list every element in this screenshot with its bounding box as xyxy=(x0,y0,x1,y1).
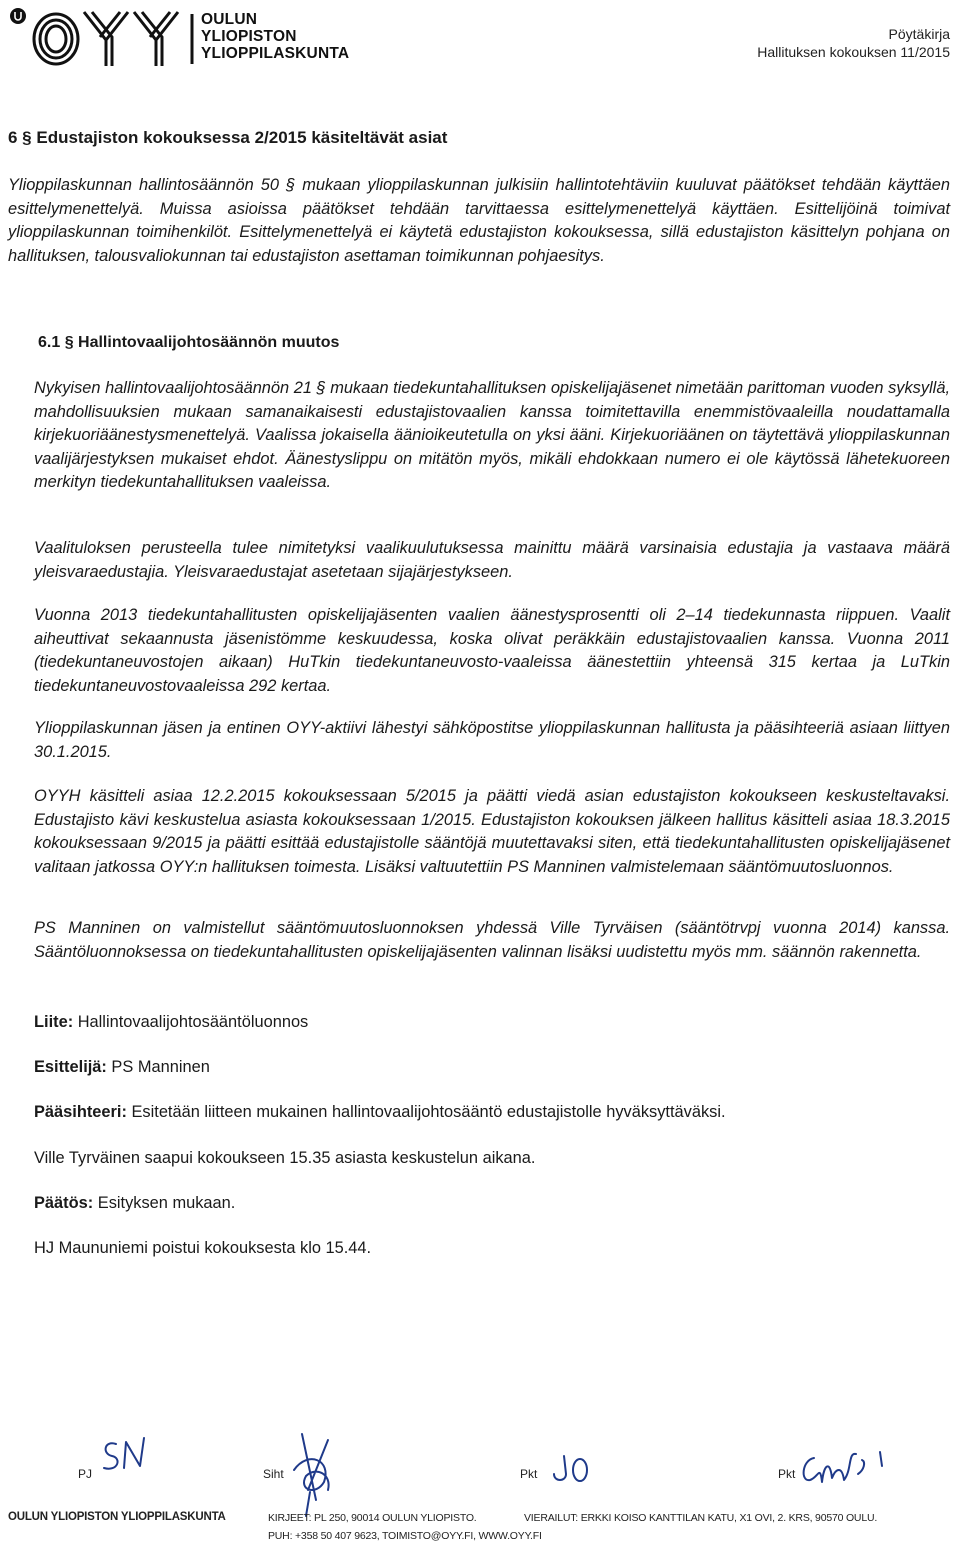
paragraph-5: OYYH käsitteli asiaa 12.2.2015 kokouksessaan 5/2015 ja päätti viedä asian edustajiston kokoukseen keskusteltavaksi. Edustajisto kävi keskustelua asiasta kokouksessaan 1/2015. Edustajiston kokouksen jälkeen hallitus käsitteli asiaa 18.3.2015 kokouksessaan 9/2015 ja päätti esittää edustajistolle sääntöjä muutettavaksi siten, että tiedekuntahallitusten opiskelijajäsenet valitaan jatkossa OYY:n hallituksen toimesta. Lisäksi valtuutettiin PS Manninen valmistelemaan sääntömuutosluonnos. xyxy=(34,787,950,876)
sig-label-pkt-1: Pkt xyxy=(520,1467,538,1481)
footer-visit-address: VIERAILUT: ERKKI KOISO KANTTILAN KATU, X1 OVI, 2. KRS, 90570 OULU. xyxy=(524,1512,878,1524)
footer-mail-address: KIRJEET: PL 250, 90014 OULUN YLIOPISTO. xyxy=(268,1512,477,1524)
org-line-2: YLIOPISTON xyxy=(201,28,297,45)
sig-label-pj: PJ xyxy=(78,1467,93,1481)
paragraph-1 xyxy=(34,377,950,495)
presenter-value: PS Manninen xyxy=(106,1058,210,1076)
footer-contact: PUH: +358 50 407 9623, TOIMISTO@OYY.FI, WWW.OYY.FI xyxy=(268,1530,542,1542)
org-line-3: YLIOPPILASKUNTA xyxy=(201,45,350,62)
presenter-label: Esittelijä: xyxy=(34,1058,107,1076)
decision-value: Esityksen mukaan. xyxy=(93,1194,236,1212)
meeting-number: Hallituksen kokouksen 11/2015 xyxy=(757,44,950,60)
attachment-value: Hallintovaalijohtosääntöluonnos xyxy=(73,1013,309,1031)
section-intro: Ylioppilaskunnan hallintosäännön 50 § mukaan ylioppilaskunnan julkisiin hallintotehtäviin kuuluvat päätökset tehdään käyttäen esittelymenettelyä. Muissa asioissa päätökset tehdään tarvittaessa esittelymenettelyä käyttäen. Esittelijöinä toimivat ylioppilaskunnan toimihenkilöt. Esittelymenettelyä ei käytetä edustajiston kokouksessa, sillä edustajiston käsittelyn pohjana on hallituksen, talousvaliokunnan tai edustajiston asettaman toimikunnan pohjaesitys. xyxy=(8,176,950,265)
paragraph-6: PS Manninen on valmistellut sääntömuutosluonnoksen yhdessä Ville Tyrväisen (sääntötrvpj vuonna 2014) kanssa. Sääntöluonnoksessa on tiedekuntahallitusten opiskelijajäsenten valinnan lisäksi uudistettu myös mm. säännön rakennetta. xyxy=(34,919,950,961)
sig-label-siht: Siht xyxy=(263,1467,284,1481)
decision-label: Päätös: xyxy=(34,1194,94,1212)
section-title: 6 § Edustajiston kokouksessa 2/2015 käsiteltävät asiat xyxy=(8,128,448,147)
org-name-block xyxy=(201,11,349,62)
signature-pkt-2 xyxy=(796,1444,892,1492)
subsection-title: 6.1 § Hallintovaalijohtosäännön muutos xyxy=(38,334,340,351)
paragraph-4: Ylioppilaskunnan jäsen ja entinen OYY-aktiivi lähestyi sähköpostitse ylioppilaskunnan hallitusta ja pääsihteeriä asiaan liittyen 30.1.2015. xyxy=(34,719,950,761)
paragraph-1-cont: Kirjekuoriäänen on täytettävä ylioppilaskunnan vaalijärjestyksen mukaiset ehdot. Äänestyslippu on mitätön myös, mikäli ehdokkaan numero ei ole käytössä lähetekuoreen merkityn tiedekuntahallituksen vaaleissa. xyxy=(34,426,950,491)
signature-siht xyxy=(288,1430,348,1520)
sig-label-pkt-2: Pkt xyxy=(778,1467,796,1481)
doc-type: Pöytäkirja xyxy=(888,26,950,42)
paragraph-1-italic: Nykyisen hallintovaalijohtosäännön 21 § mukaan tiedekuntahallituksen opiskelijajäsenet nimetään parittoman vuoden syksyllä, mahdollisuuksien mukaan samanaikaisesti edustajistovaalien kanssa toimitettavilla enemmistövaaleilla noudattamalla kirjekuoriäänestysmenettelyä. Vaalissa jokaisella äänioikeutetulla on yksi ääni. xyxy=(34,379,950,444)
signature-pj xyxy=(96,1432,160,1478)
arrival-note: Ville Tyrväinen saapui kokoukseen 15.35 asiasta keskustelun aikana. xyxy=(34,1149,536,1167)
secretary-general-value: Esitetään liitteen mukainen hallintovaalijohtosääntö edustajistolle hyväksyttäväksi. xyxy=(126,1103,726,1121)
paragraph-2: Vaalituloksen perusteella tulee nimitetyksi vaalikuulutuksessa mainittu määrä varsinaisia edustajia ja vastaava määrä yleisvaraedustajia. Yleisvaraedustajat asetetaan sijajärjestykseen. xyxy=(34,539,950,581)
attachment-label: Liite: xyxy=(34,1013,74,1031)
decision-line xyxy=(34,1192,235,1216)
signature-pkt-1 xyxy=(548,1450,598,1490)
secretary-general-label: Pääsihteeri: xyxy=(34,1103,127,1121)
org-line-1: OULUN xyxy=(201,11,258,28)
secretary-general-line xyxy=(34,1101,726,1125)
paragraph-3: Vuonna 2013 tiedekuntahallitusten opiskelijajäsenten vaalien äänestysprosentti oli 2–14 tiedekunnasta riippuen. Vaalit aiheuttivat sekaannusta jäsenistömme keskuudessa, koska olivat peräkkäin edustajistovaalien kanssa. Vuonna 2011 (tiedekuntaneuvostojen aikaan) HuTkin tiedekuntaneuvosto-vaaleissa äänestettiin yhteensä 315 kertaa ja LuTkin tiedekuntaneuvostovaaleissa 292 kertaa. xyxy=(34,606,950,695)
footer-org-name: OULUN YLIOPISTON YLIOPPILASKUNTA xyxy=(8,1511,226,1523)
attachment-line xyxy=(34,1011,308,1035)
departure-note: HJ Maununiemi poistui kokouksesta klo 15.44. xyxy=(34,1239,372,1257)
presenter-line xyxy=(34,1056,210,1080)
